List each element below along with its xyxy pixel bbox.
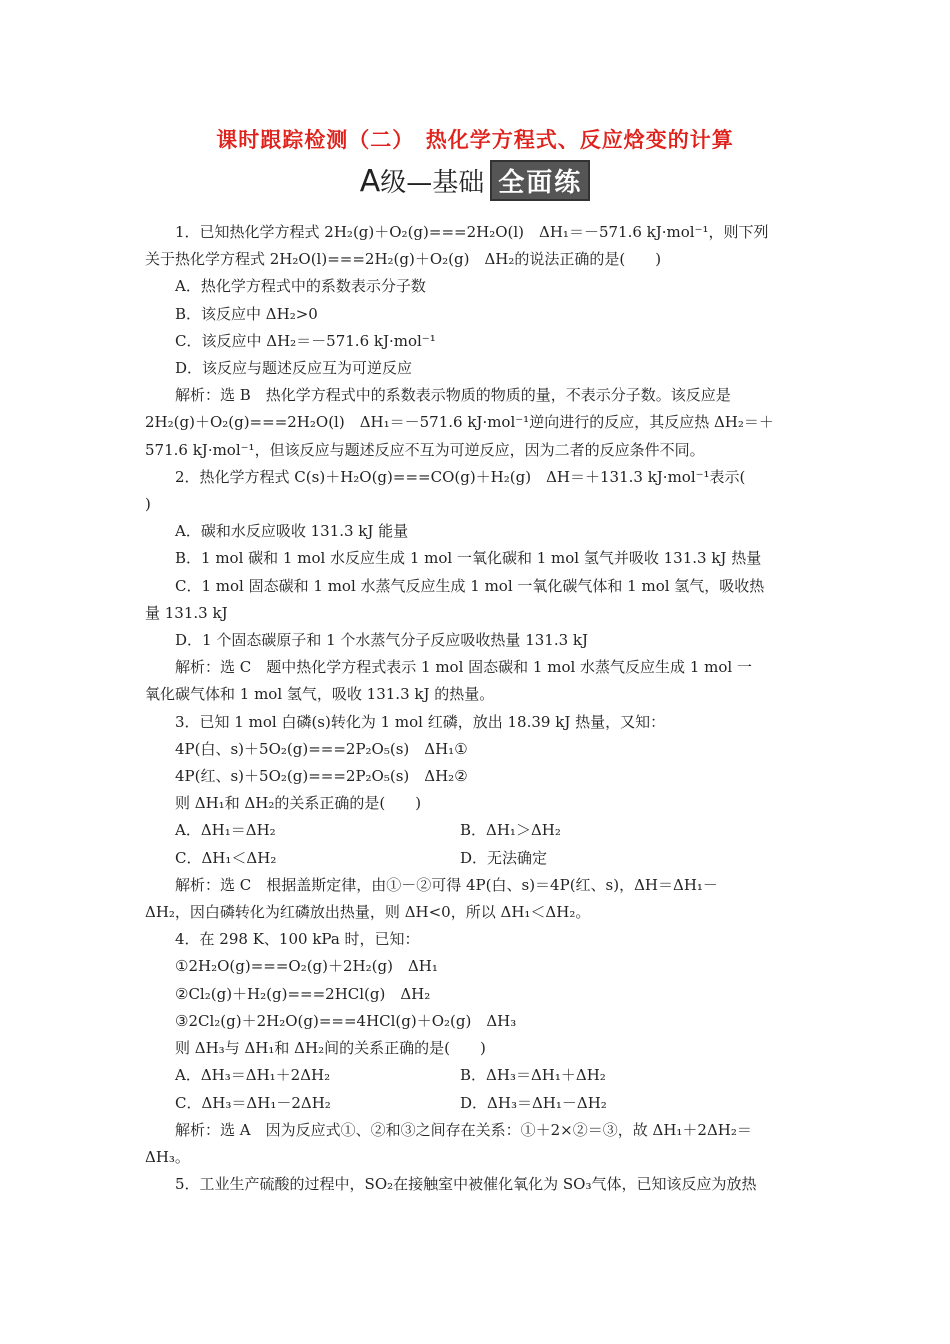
option-line: C．1 mol 固态碳和 1 mol 水蒸气反应生成 1 mol 一氧化碳气体和 1 mol 氢气，吸收热 xyxy=(175,576,765,595)
option-left: A．ΔH₃＝ΔH₁＋2ΔH₂ xyxy=(175,1066,331,1085)
option-line: 4P(红、s)＋5O₂(g)===2P₂O₅(s) ΔH₂② xyxy=(175,767,468,786)
option-left: C．ΔH₁＜ΔH₂ xyxy=(175,848,277,867)
text-line: ΔH₃。 xyxy=(145,1147,190,1166)
option-line: ②Cl₂(g)＋H₂(g)===2HCl(g) ΔH₂ xyxy=(175,984,431,1003)
text-line: ΔH₂，因白磷转化为红磷放出热量，则 ΔH<0，所以 ΔH₁＜ΔH₂。 xyxy=(145,903,591,922)
option-line: 则 ΔH₃与 ΔH₁和 ΔH₂间的关系正确的是( ) xyxy=(175,1039,486,1058)
page-title: 课时跟踪检测（二） 热化学方程式、反应焓变的计算 xyxy=(216,128,734,152)
text-line: 解析：选 C 根据盖斯定律，由①－②可得 4P(白、s)＝4P(红、s)，ΔH＝ΔH₁－ xyxy=(175,875,718,894)
level-text: 级—基础 xyxy=(380,168,485,198)
option-row xyxy=(145,1062,805,1089)
option-line: A．碳和水反应吸收 131.3 kJ 能量 xyxy=(175,522,409,541)
text-line: 571.6 kJ·mol⁻¹，但该反应与题述反应不互为可逆反应，因为二者的反应条件不同。 xyxy=(145,440,705,459)
option-row xyxy=(145,817,805,844)
text-line: 1．已知热化学方程式 2H₂(g)＋O₂(g)===2H₂O(l) ΔH₁＝－571.6 kJ·mol⁻¹，则下列 xyxy=(175,223,769,241)
option-line: 则 ΔH₁和 ΔH₂的关系正确的是( ) xyxy=(175,794,422,813)
option-row xyxy=(145,845,805,872)
text-line: ) xyxy=(145,495,151,514)
text-line: 2H₂(g)＋O₂(g)===2H₂O(l) ΔH₁＝－571.6 kJ·mol⁻¹逆向进行的反应，其反应热 ΔH₂＝＋ xyxy=(145,413,774,432)
option-line: 4P(白、s)＋5O₂(g)===2P₂O₅(s) ΔH₁① xyxy=(175,739,468,758)
option-line: A．热化学方程式中的系数表示分子数 xyxy=(175,277,426,296)
text-line: 量 131.3 kJ xyxy=(145,603,228,622)
option-line: D．1 个固态碳原子和 1 个水蒸气分子反应吸收热量 131.3 kJ xyxy=(175,631,589,650)
text-line: 2．热化学方程式 C(s)＋H₂O(g)===CO(g)＋H₂(g) ΔH＝＋131.3 kJ·mol⁻¹表示( xyxy=(175,467,746,486)
level-badge: 全面练 xyxy=(490,160,590,201)
option-right: B．ΔH₃＝ΔH₁＋ΔH₂ xyxy=(460,1066,606,1085)
option-left: C．ΔH₃＝ΔH₁－2ΔH₂ xyxy=(175,1093,331,1112)
text-line: 3．已知 1 mol 白磷(s)转化为 1 mol 红磷，放出 18.39 kJ 热量，又知： xyxy=(175,712,666,731)
option-line: ①2H₂O(g)===O₂(g)＋2H₂(g) ΔH₁ xyxy=(175,957,438,976)
option-right: D．无法确定 xyxy=(460,848,548,867)
text-line: 4．在 298 K、100 kPa 时，已知： xyxy=(175,930,420,949)
level-letter: A xyxy=(359,164,381,199)
option-right: D．ΔH₃＝ΔH₁－ΔH₂ xyxy=(460,1093,607,1112)
option-line: B．该反应中 ΔH₂>0 xyxy=(175,304,318,323)
text-line: 氧化碳气体和 1 mol 氢气，吸收 131.3 kJ 的热量。 xyxy=(145,685,495,704)
text-line: 5．工业生产硫酸的过程中，SO₂在接触室中被催化氧化为 SO₃气体，已知该反应为放热 xyxy=(175,1175,757,1194)
option-right: B．ΔH₁＞ΔH₂ xyxy=(460,821,561,840)
text-line: 关于热化学方程式 2H₂O(l)===2H₂(g)＋O₂(g) ΔH₂的说法正确的是( ) xyxy=(145,250,662,269)
level-heading xyxy=(0,160,950,201)
option-line: C．该反应中 ΔH₂＝－571.6 kJ·mol⁻¹ xyxy=(175,331,436,350)
question-body xyxy=(145,219,805,1198)
option-line: D．该反应与题述反应互为可逆反应 xyxy=(175,359,413,378)
option-line: B．1 mol 碳和 1 mol 水反应生成 1 mol 一氧化碳和 1 mol 氢气并吸收 131.3 kJ 热量 xyxy=(175,549,762,568)
text-line: 解析：选 A 因为反应式①、②和③之间存在关系：①＋2×②＝③，故 ΔH₁＋2ΔH₂＝ xyxy=(175,1120,752,1139)
text-line: 解析：选 B 热化学方程式中的系数表示物质的物质的量，不表示分子数。该反应是 xyxy=(175,386,731,405)
option-line: ③2Cl₂(g)＋2H₂O(g)===4HCl(g)＋O₂(g) ΔH₃ xyxy=(175,1011,517,1030)
option-row xyxy=(145,1090,805,1117)
text-line: 解析：选 C 题中热化学方程式表示 1 mol 固态碳和 1 mol 水蒸气反应生成 1 mol 一 xyxy=(175,658,752,677)
option-left: A．ΔH₁＝ΔH₂ xyxy=(175,821,276,840)
